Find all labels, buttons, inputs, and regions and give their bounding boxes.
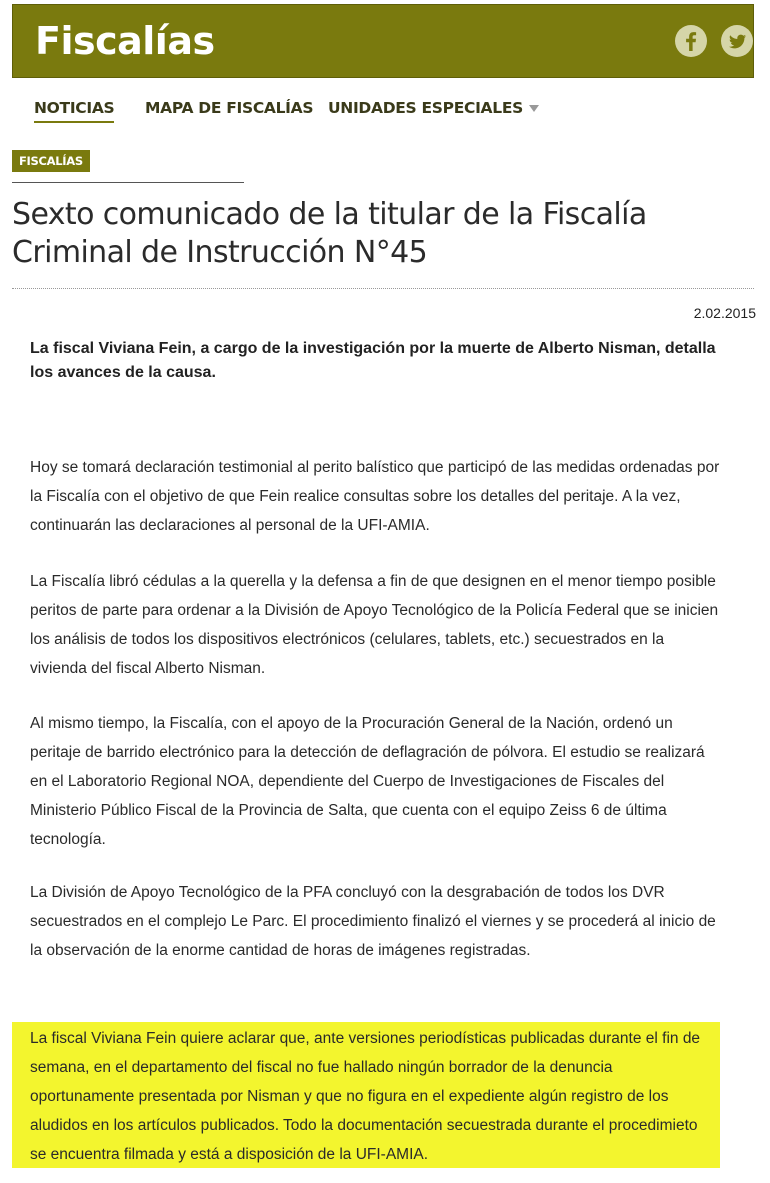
dotted-divider (12, 288, 754, 289)
twitter-link[interactable] (721, 25, 753, 57)
twitter-icon (721, 25, 753, 57)
nav-item-mapa-de-fiscalias[interactable]: MAPA DE FISCALÍAS (145, 99, 314, 117)
article-paragraph: Al mismo tiempo, la Fiscalía, con el apoyo de la Procuración General de la Nación, ordenó un peritaje de barrido electrónico para la detección de deflagración de pólvora. El estudio se realizará en el Laboratorio Regional NOA, dependiente del Cuerpo de Investigaciones de Fiscales del Ministerio Público Fiscal de la Provincia de Salta, que cuenta con el equipo Zeiss 6 de última tecnología. (30, 715, 705, 848)
facebook-icon (675, 25, 707, 57)
article-lead: La fiscal Viviana Fein, a cargo de la investigación por la muerte de Alberto Nisman, detalla los avances de la causa. (30, 340, 716, 381)
site-title[interactable]: Fiscalías (35, 19, 215, 63)
highlighted-statement (12, 1022, 720, 1168)
article-paragraph: La Fiscalía libró cédulas a la querella y la defensa a fin de que designen en el menor tiempo posible peritos de parte para ordenar a la División de Apoyo Tecnológico de la Policía Federal que se inicien los análisis de todos los dispositivos electrónicos (celulares, tablets, etc.) secuestrados en la vivienda del fiscal Alberto Nisman. (30, 573, 719, 677)
nav-item-unidades-especiales[interactable] (328, 96, 539, 120)
highlighted-paragraph: La fiscal Viviana Fein quiere aclarar que, ante versiones periodísticas publicadas durante el fin de semana, en el departamento del fiscal no fue hallado ningún borrador de la denuncia oportunamente presentada por Nisman y que no figura en el expediente algún registro de los aludidos en los artículos publicados. Todo la documentación secuestrada durante el procedimieto se encuentra filmada y está a disposición de la UFI-AMIA. (30, 1030, 701, 1163)
divider (12, 182, 244, 183)
article-title: Sexto comunicado de la titular de la Fiscalía Criminal de Instrucción N°45 (12, 197, 647, 270)
category-tag[interactable]: FISCALÍAS (12, 150, 90, 172)
nav-item-unidades-label: UNIDADES ESPECIALES (328, 99, 523, 117)
article-paragraph: La División de Apoyo Tecnológico de la PFA concluyó con la desgrabación de todos los DVR secuestrados en el complejo Le Parc. El procedimiento finalizó el viernes y se procederá al inicio de la observación de la enorme cantidad de horas de imágenes registradas. (30, 884, 716, 959)
facebook-link[interactable] (675, 25, 707, 57)
article-paragraph: Hoy se tomará declaración testimonial al perito balístico que participó de las medidas ordenadas por la Fiscalía con el objetivo de que Fein realice consultas sobre los detalles del peritaje. A la vez, continuarán las declaraciones al personal de la UFI-AMIA. (30, 459, 720, 534)
article-date: 2.02.2015 (693, 305, 756, 321)
caret-down-icon (529, 105, 539, 112)
nav-item-noticias[interactable]: NOTICIAS (34, 96, 114, 123)
site-header (12, 4, 754, 78)
